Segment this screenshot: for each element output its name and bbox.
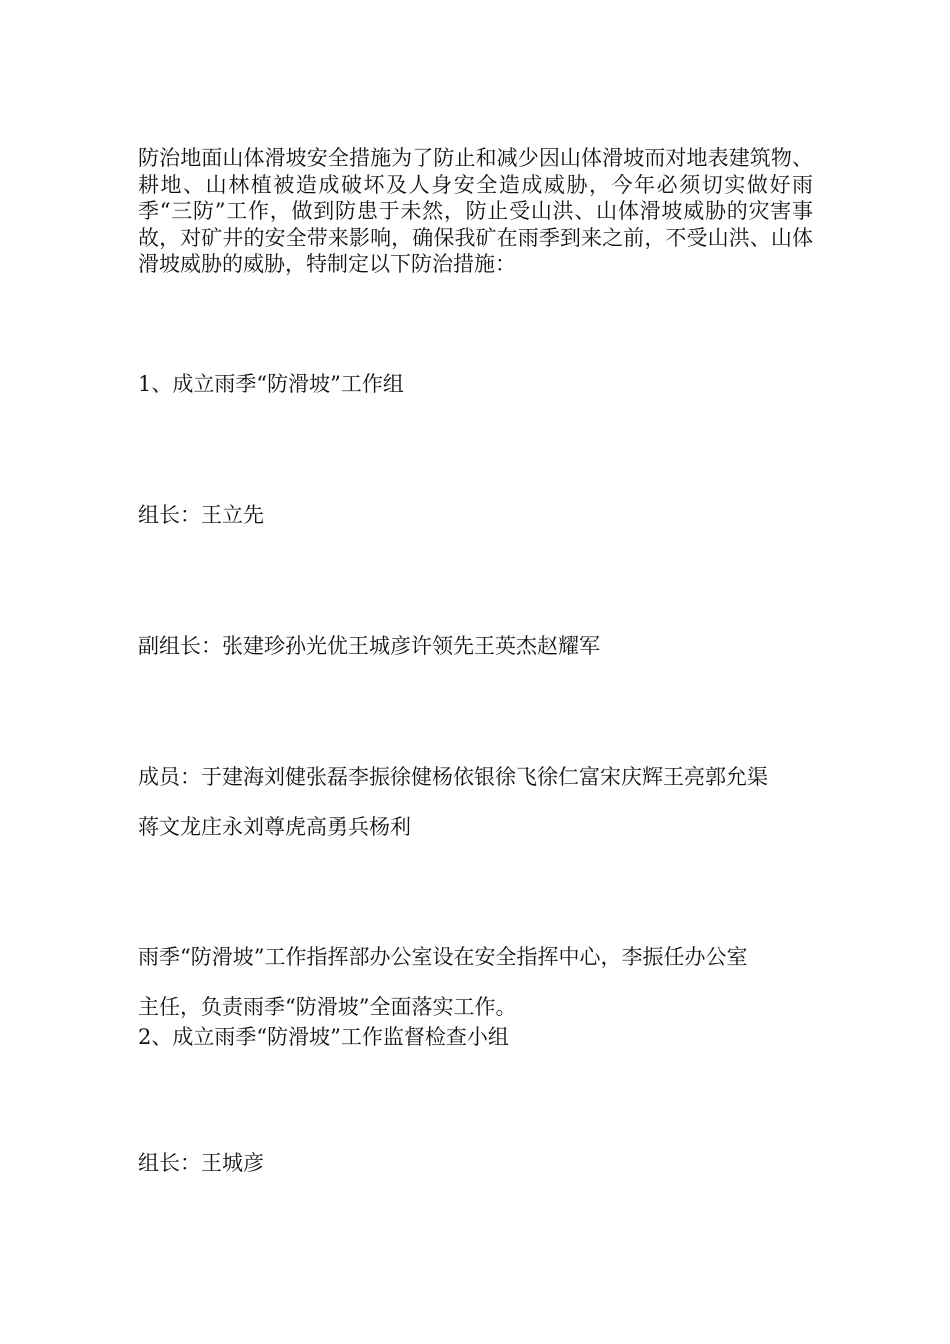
intro-paragraph: 防治地面山体滑坡安全措施为了防止和减少因山体滑坡而对地表建筑物、耕地、山林植被造成破坏及人身安全造成威胁，今年必须切实做好雨季“三防”工作，做到防患于未然，防止受山洪、山体滑坡威胁的灾害事故，对矿井的安全带来影响，确保我矿在雨季到来之前，不受山洪、山体滑坡威胁的威胁，特制定以下防治措施： xyxy=(138,146,813,276)
members-line-1: 成员：于建海刘健张磊李振徐健杨依银徐飞徐仁富宋庆辉王亮郭允渠 xyxy=(138,765,768,789)
leader-2: 组长：王城彦 xyxy=(138,1151,264,1175)
members-line-2: 蒋文龙庄永刘尊虎高勇兵杨利 xyxy=(138,815,411,839)
leader-1: 组长：王立先 xyxy=(138,503,264,527)
office-line-2: 主任，负责雨季“防滑坡”全面落实工作。 xyxy=(138,995,517,1019)
section2-heading: 2、成立雨季“防滑坡”工作监督检查小组 xyxy=(138,1025,509,1049)
deputy-leaders: 副组长：张建珍孙光优王城彦许领先王英杰赵耀军 xyxy=(138,634,600,658)
office-line-1: 雨季“防滑坡”工作指挥部办公室设在安全指挥中心，李振任办公室 xyxy=(138,945,748,969)
section1-heading: 1、成立雨季“防滑坡”工作组 xyxy=(138,372,404,396)
